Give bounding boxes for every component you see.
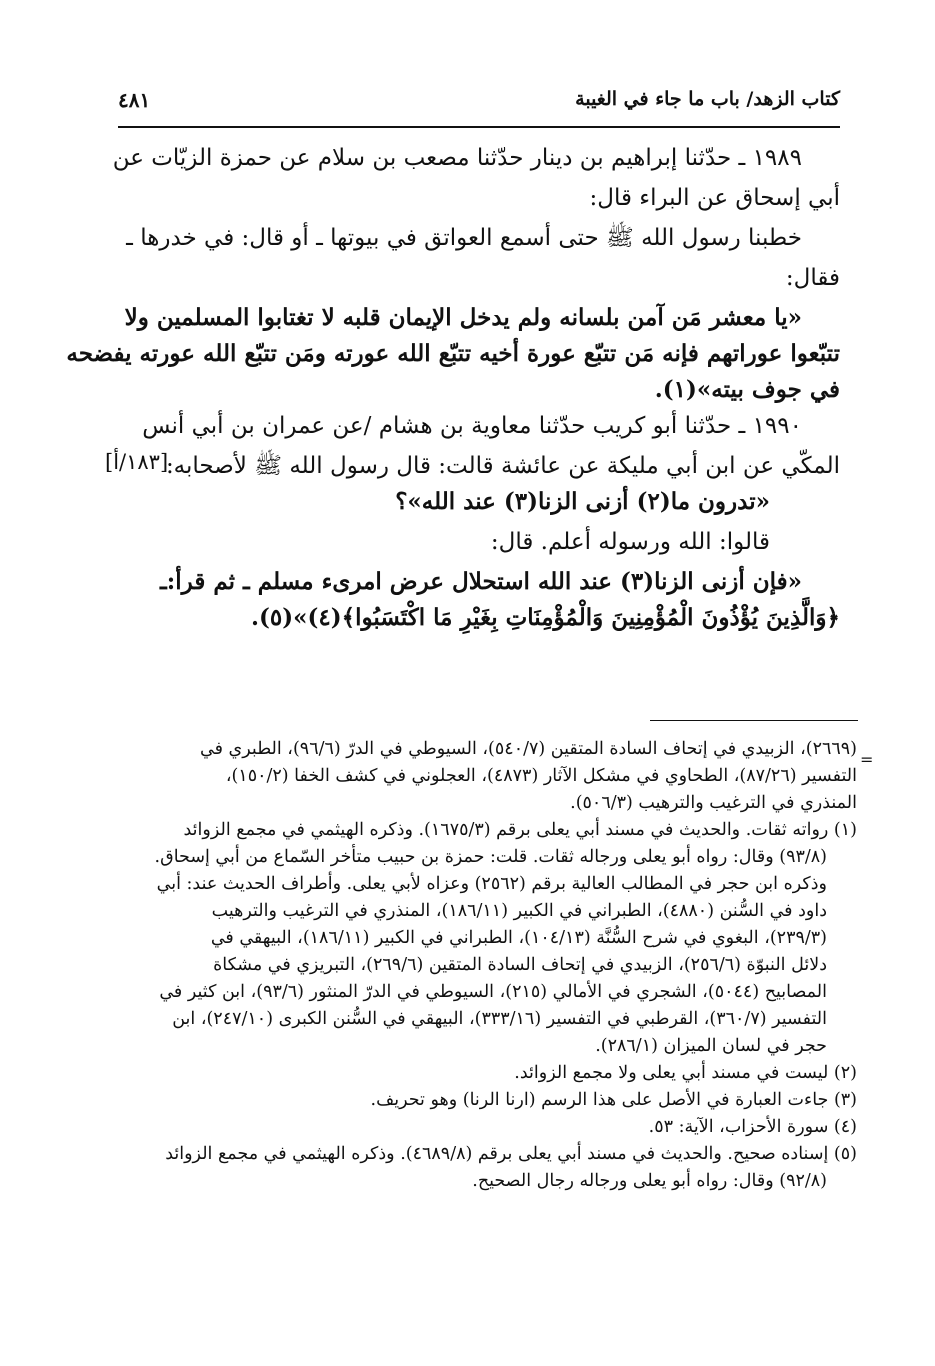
footnote-3: (٣) جاءت العبارة في الأصل على هذا الرسم (ارنا الرنا) وهو تحريف.: [370, 1090, 857, 1110]
main-text: [66, 140, 840, 636]
continuation-mark: =: [860, 750, 874, 769]
hadith-1990-matn-line-2: ﴿وَالَّذِينَ يُؤْذُونَ الْمُؤْمِنِينَ وَالْمُؤْمِنَاتِ بِغَيْرِ مَا اكْتَسَبُوا﴾(٤)»(٥).: [251, 604, 840, 631]
hadith-1989-line-1: ١٩٨٩ ـ حدّثنا إبراهيم بن دينار حدّثنا مصعب بن سلام عن حمزة الزيّات عن: [112, 145, 802, 171]
footnote-1: (١) رواته ثقات. والحديث في مسند أبي يعلى برقم (١٦٧٥/٣). وذكره الهيثمي في مجمع الزوائد (٩٣/٨) وقال: رواه أبو يعلى ورجاله ثقات. قلت: حمزة بن حبيب متأخر السّماع من أبي إسحاق. وذكره ابن حجر في المطالب العالية برقم (٢٥٦٢) وعزاه لأبي يعلى. وأطراف الحديث عند: أبي داود في السُّنن (٤٨٨٠)، الطبراني في الكبير (١٨٦/١١)، المنذري في الترغيب والترهيب (٢٣٩/٣)، البغوي في شرح السُّنَّة (١٠٤/١٣)، الطبراني في الكبير (١٨٦/١١)، البيهقي في دلائل النبوّة (٢٥٦/٦)، الزبيدي في إتحاف السادة المتقين (٢٦٩/٦)، التبريزي في مشكاة المصابيح (٥٠٤٤)، الشجري في الأمالي (٢١٥)، السيوطي في الدرّ المنثور (٩٣/٦)، ابن كثير في التفسير (٣٦٠/٧)، القرطبي في التفسير (٣٣٣/١٦)، البيهقي في السُّنن الكبرى (٢٤٧/١٠)، ابن حجر في لسان الميزان (٢٨٦/١).: [154, 820, 857, 1056]
footnote-continuation: (٢٦٦٩)، الزبيدي في إتحاف السادة المتقين (٥٤٠/٧)، السيوطي في الدرّ (٩٦/٦)، الطبري في التفسير (٨٧/٢٦)، الطحاوي في مشكل الآثار (٤٨٧٣)، العجلوني في كشف الخفا (١٥٠/٢)، المنذري في الترغيب والترهيب (٥٠٦/٣).: [200, 739, 857, 813]
hadith-1989-line-2: أبي إسحاق عن البراء قال:: [589, 185, 840, 211]
manuscript-folio-ref: [١٨٣/أ]: [105, 450, 169, 474]
header-rule: [118, 126, 840, 128]
footnote-4: (٤) سورة الأحزاب، الآية: ٥٣.: [648, 1117, 857, 1137]
footnote-5: (٥) إسناده صحيح. والحديث في مسند أبي يعلى برقم (٤٦٨٩/٨). وذكره الهيثمي في مجمع الزوائد (٩٢/٨) وقال: رواه أبو يعلى ورجاله رجال الصحيح.: [165, 1144, 857, 1191]
hadith-1990-matn-line-1: «فإن أزنى الزنا(٣) عند الله استحلال عرض امرىء مسلم ـ ثم قرأ:ـ: [160, 568, 802, 595]
hadith-1990-line-2: المكّي عن ابن أبي مليكة عن عائشة قالت: قال رسول الله ﷺ لأصحابه:: [165, 453, 840, 479]
page-number: ٤٨١: [118, 88, 151, 112]
page-header: [118, 84, 840, 124]
hadith-1989-line-3: خطبنا رسول الله ﷺ حتى أسمع العواتق في بيوتها ـ أو قال: في خدرها ـ: [126, 225, 802, 251]
hadith-1990-line-4: قالوا: الله ورسوله أعلم. قال:: [490, 529, 770, 555]
hadith-1989-matn-line-1: «يا معشر مَن آمن بلسانه ولم يدخل الإيمان قلبه لا تغتابوا المسلمين ولا: [124, 304, 802, 331]
running-title: كتاب الزهد/ باب ما جاء في الغيبة: [575, 88, 840, 110]
hadith-1990-isnad: ١٩٩٠ ـ حدّثنا أبو كريب حدّثنا معاوية بن هشام /عن عمران بن أبي أنس: [142, 413, 802, 439]
hadith-1990-line-3: «تدرون ما(٢) أزنى الزنا(٣) عند الله»؟: [395, 488, 770, 515]
hadith-1989-line-4: فقال:: [785, 265, 840, 291]
footnote-separator: [650, 720, 858, 721]
footnotes: [87, 736, 857, 1195]
hadith-1989-matn-line-3: في جوف بيته»(١).: [654, 376, 840, 403]
hadith-1989-matn-line-2: تتبّعوا عوراتهم فإنه مَن تتبّع عورة أخيه تتبّع الله عورته ومَن تتبّع الله عورته يفضحه: [66, 340, 840, 367]
footnote-2: (٢) ليست في مسند أبي يعلى ولا مجمع الزوائد.: [514, 1063, 857, 1083]
